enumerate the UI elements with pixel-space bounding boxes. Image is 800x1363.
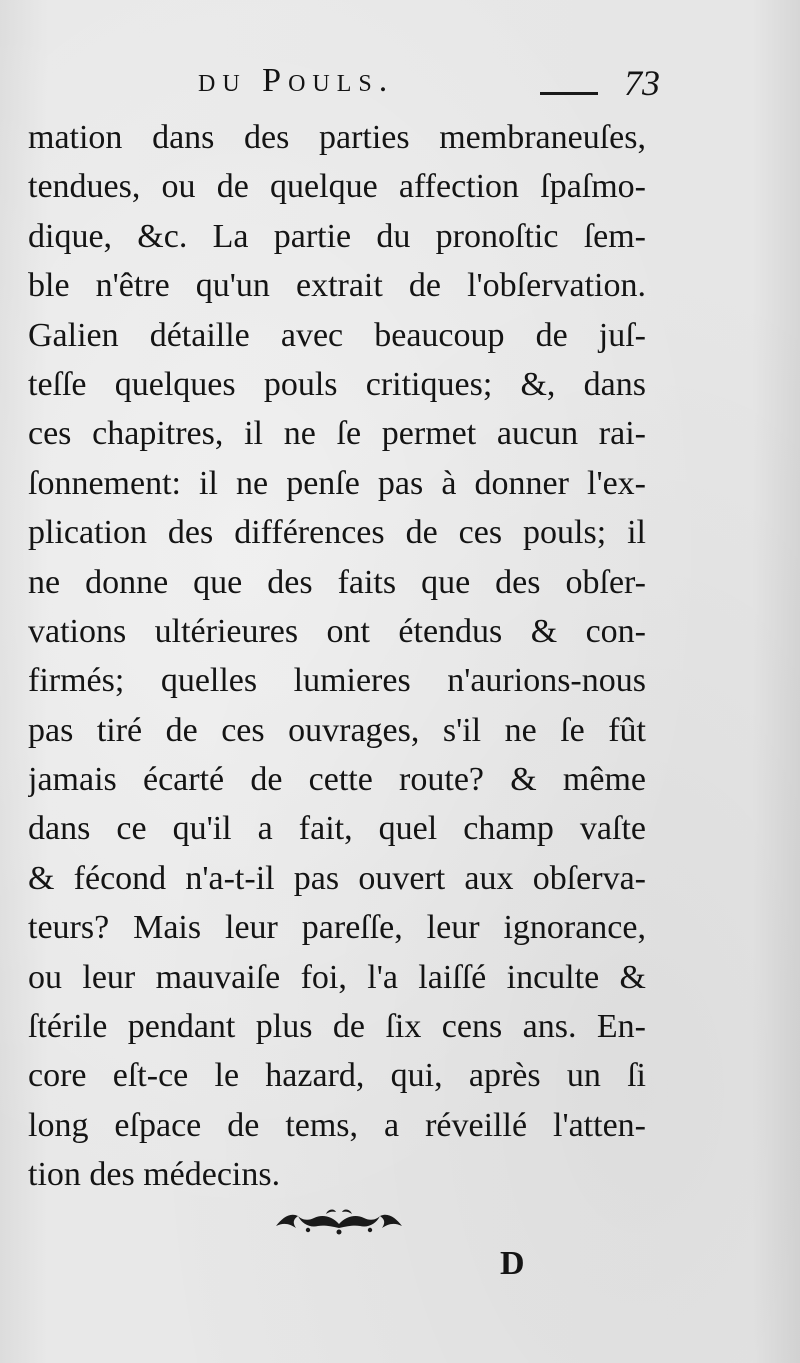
text-line-last: tion des médecins. (28, 1156, 281, 1194)
running-head (28, 62, 660, 103)
text-line: teurs? Mais leur pareſſe, leur ignorance, (28, 909, 646, 947)
text-line: dans ce qu'il a fait, quel champ vaſte (28, 810, 646, 848)
running-title: du Pouls. (198, 62, 395, 99)
text-line: ne donne que des faits que des obſer- (28, 563, 646, 601)
text-line: ſonnement: il ne penſe pas à donner l'ex- (28, 464, 646, 502)
text-line: ou leur mauvaiſe foi, l'a laiſſé inculte & (28, 958, 646, 996)
header-rule (540, 92, 598, 95)
text-line: ces chapitres, il ne ſe permet aucun rai- (28, 415, 646, 453)
text-line: ſtérile pendant plus de ſix cens ans. En- (28, 1008, 646, 1046)
page-number: 73 (624, 63, 660, 103)
text-line: teſſe quelques pouls critiques; &, dans (28, 365, 646, 403)
text-line: plication des différences de ces pouls; il (28, 514, 646, 552)
body-text (28, 113, 646, 1200)
fleuron-ornament-icon (272, 1206, 406, 1242)
text-line: ble n'être qu'un extrait de l'obſervation. (28, 267, 646, 305)
text-line: jamais écarté de cette route? & même (28, 761, 646, 799)
text-line: tendues, ou de quelque affection ſpaſmo- (28, 168, 646, 206)
text-line: vations ultérieures ont étendus & con- (28, 612, 646, 650)
text-line: dique, &c. La partie du pronoſtic ſem- (28, 217, 646, 255)
text-line: Galien détaille avec beaucoup de juſ- (28, 316, 646, 354)
text-line: core eſt-ce le hazard, qui, après un ſi (28, 1057, 646, 1095)
text-line: pas tiré de ces ouvrages, s'il ne ſe fût (28, 711, 646, 749)
text-line: mation dans des parties membraneuſes, (28, 119, 646, 156)
signature-mark: D (500, 1245, 525, 1282)
text-line: firmés; quelles lumieres n'aurions-nous (28, 662, 646, 700)
text-line: & fécond n'a-t-il pas ouvert aux obſerva- (28, 859, 646, 897)
text-line: long eſpace de tems, a réveillé l'atten- (28, 1106, 646, 1144)
